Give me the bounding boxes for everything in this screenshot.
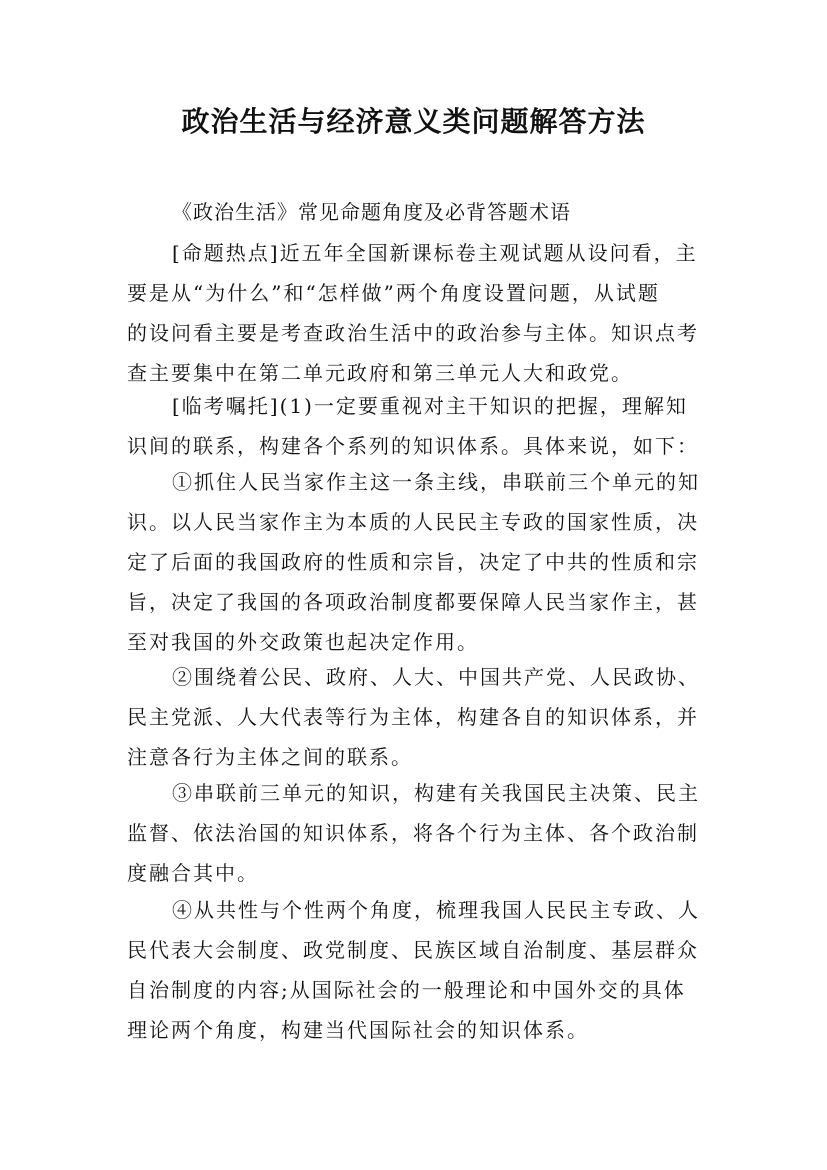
paragraph-line: ③串联前三单元的知识，构建有关我国民主决策、民主 (172, 781, 700, 805)
paragraph-point-3 (127, 773, 712, 893)
paragraph-line: 自治制度的内容;从国际社会的一般理论和中国外交的具体 (127, 978, 686, 1002)
section-subtitle: 《政治生活》常见命题角度及必背答题术语 (172, 200, 571, 224)
paragraph-line: 至对我国的外交政策也起决定作用。 (127, 630, 479, 654)
paragraph-point-1 (127, 462, 712, 662)
paragraph-line: 要是从“为什么”和“怎样做”两个角度设置问题，从试题 (127, 281, 660, 305)
paragraph-exam-hotspot (127, 233, 712, 393)
paragraph-line: 理论两个角度，构建当代国际社会的知识体系。 (127, 1018, 589, 1042)
paragraph-line: [临考嘱托](1)一定要重视对主干知识的把握，理解知 (172, 394, 688, 418)
paragraph-point-2 (127, 657, 712, 777)
paragraph-line: 的设问看主要是考查政治生活中的政治参与主体。知识点考 (127, 321, 699, 345)
paragraph-line: ①抓住人民当家作主这一条主线，串联前三个单元的知 (172, 470, 700, 494)
paragraph-line: 查主要集中在第二单元政府和第三单元人大和政党。 (127, 361, 633, 385)
paragraph-exam-advice (127, 386, 712, 466)
paragraph-line: ④从共性与个性两个角度，梳理我国人民民主专政、人 (172, 898, 700, 922)
paragraph-line: 监督、依法治国的知识体系，将各个行为主体、各个政治制 (127, 821, 699, 845)
paragraph-line: 民代表大会制度、政党制度、民族区域自治制度、基层群众 (127, 938, 699, 962)
paragraph-line: [命题热点]近五年全国新课标卷主观试题从设问看，主 (172, 241, 698, 265)
paragraph-line: 注意各行为主体之间的联系。 (127, 745, 413, 769)
paragraph-line: 识间的联系，构建各个系列的知识体系。具体来说，如下： (127, 434, 699, 458)
paragraph-line: ②围绕着公民、政府、人大、中国共产党、人民政协、 (172, 665, 700, 689)
paragraph-line: 度融合其中。 (127, 861, 259, 885)
paragraph-line: 识。以人民当家作主为本质的人民民主专政的国家性质，决 (127, 510, 699, 534)
paragraph-line: 民主党派、人大代表等行为主体，构建各自的知识体系，并 (127, 705, 699, 729)
document-title: 政治生活与经济意义类问题解答方法 (181, 105, 646, 138)
paragraph-point-4 (127, 890, 712, 1050)
paragraph-line: 旨，决定了我国的各项政治制度都要保障人民当家作主，甚 (127, 590, 699, 614)
paragraph-line: 定了后面的我国政府的性质和宗旨，决定了中共的性质和宗 (127, 550, 699, 574)
